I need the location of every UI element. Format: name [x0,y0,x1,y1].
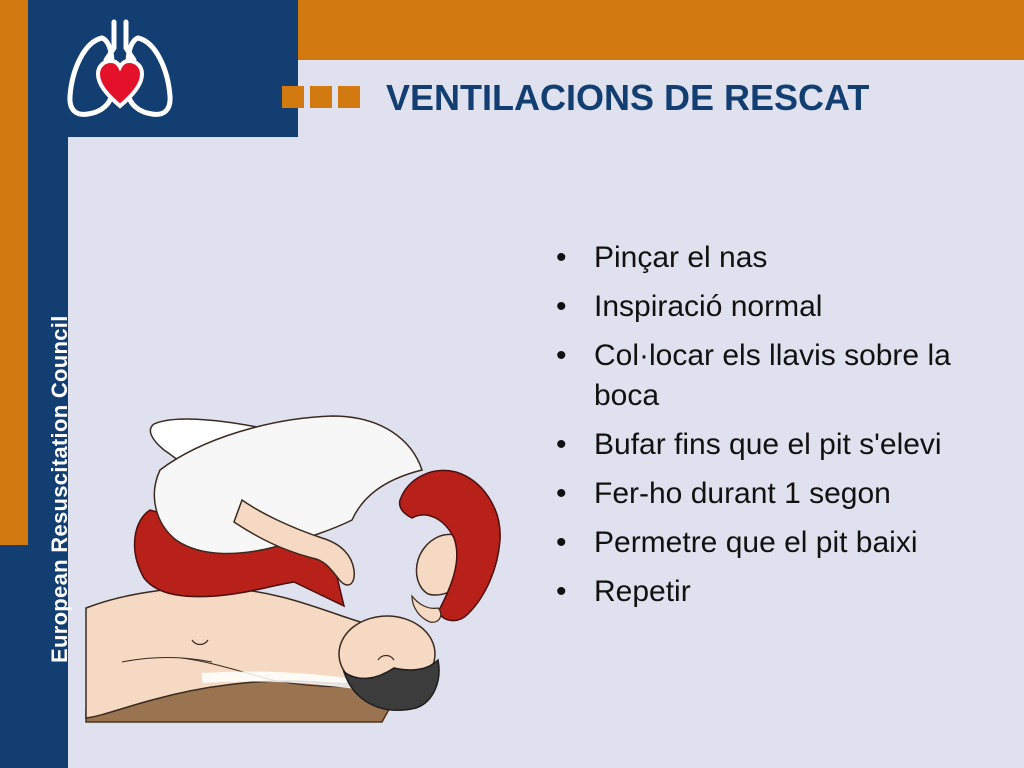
list-item: • Bufar fins que el pit s'elevi [552,425,992,465]
organization-label: European Resuscitation Council [47,315,72,663]
left-orange-band [0,0,28,545]
list-item: • Pinçar el nas [552,238,992,278]
sidebar-corner [0,545,28,768]
list-item: • Permetre que el pit baixi [552,523,992,563]
slide-title: VENTILACIONS DE RESCAT [386,77,870,118]
lungs-heart-logo-icon [66,18,174,122]
title-marker-icon [282,86,360,108]
bullet-list [552,238,992,621]
rescue-breathing-illustration [82,410,542,726]
list-item: • Repetir [552,572,992,612]
list-item: • Inspiració normal [552,287,992,327]
list-item: • Col·locar els llavis sobre la boca [552,336,992,416]
list-item: • Fer-ho durant 1 segon [552,474,992,514]
top-orange-band [298,0,1024,60]
